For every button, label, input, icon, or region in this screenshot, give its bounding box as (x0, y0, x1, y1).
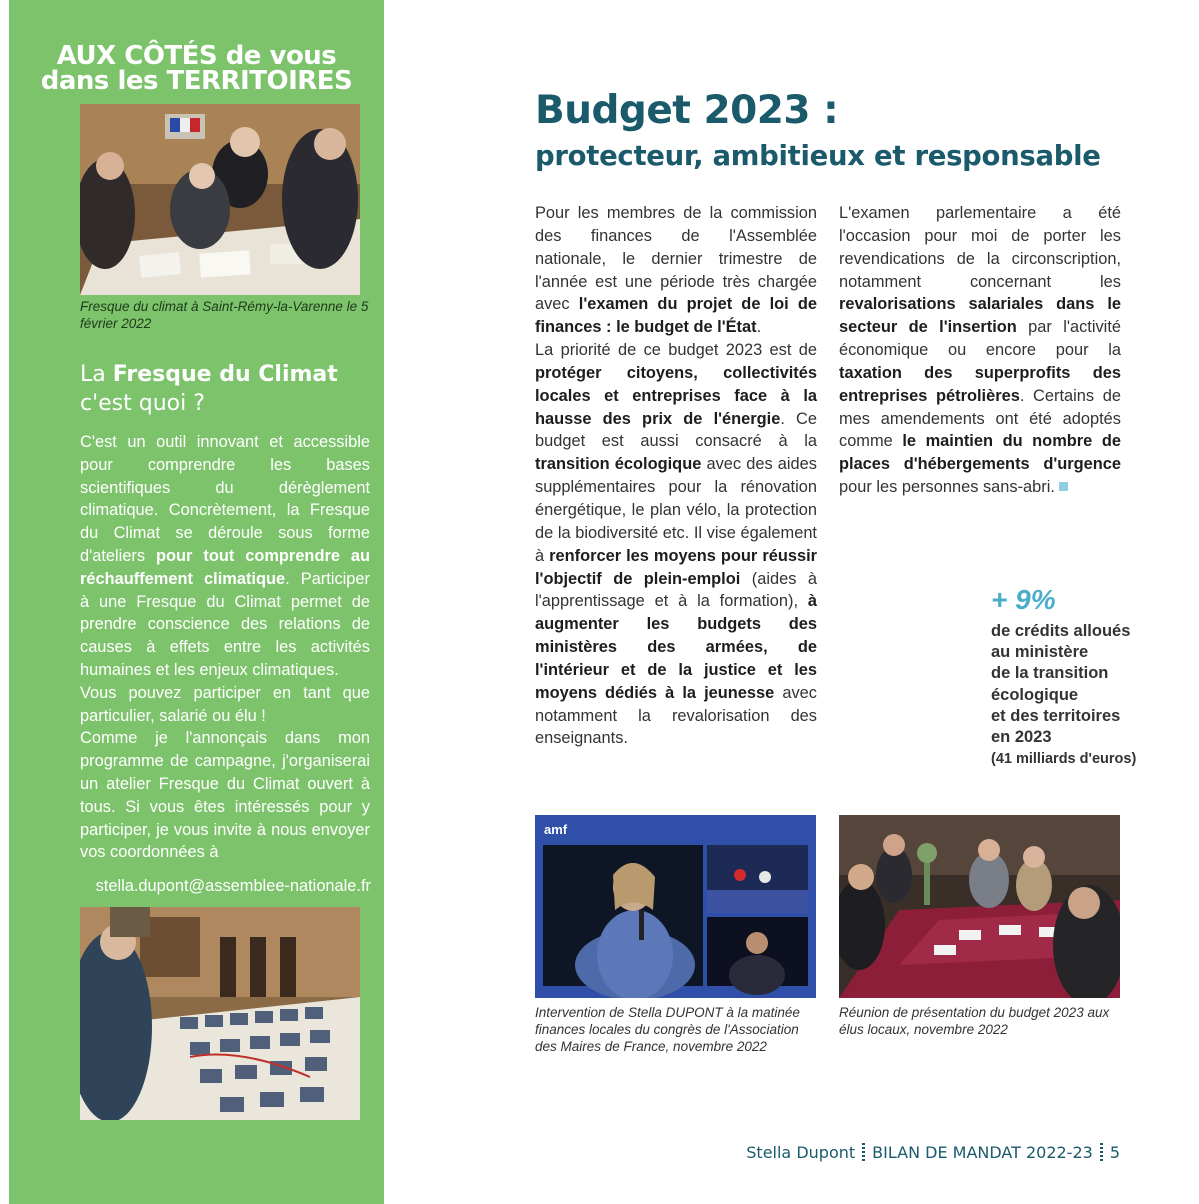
stat-line1: de crédits alloués (991, 622, 1131, 640)
col1-p2-bold1: protéger citoyens, collectivités locales et entreprises face à la hausse des prix de l'énergie (535, 363, 817, 428)
sidebar (9, 0, 384, 1204)
fresque-heading-pre: La (80, 362, 113, 387)
col1-p2-bold3: renforcer les moyens pour réussir l'objectif de plein-emploi (535, 546, 817, 588)
col2-p1-a: L'examen parlementaire a été l'occasion pour moi de porter les revendications de la circonscription, notamment concernant les (839, 204, 1121, 291)
fresque-p3: Comme je l'annonçais dans mon programme de campagne, j'organiserai un atelier Fresque du Climat ouvert à tous. Si vous êtes intéressés pour y participer, je vous invite à nous envoyer vos coordonnées à (80, 729, 370, 862)
budget-title: Budget 2023 : (535, 88, 839, 133)
sidebar-title-line1: AUX CÔTÉS de vous (56, 41, 337, 71)
fresque-heading (80, 360, 370, 418)
photo-fresque-caption: Fresque du climat à Saint-Rémy-la-Varenne le 5 février 2022 (80, 299, 369, 331)
col1-p2-a: La priorité de ce budget 2023 est de (535, 341, 817, 360)
footer-doc-title: BILAN DE MANDAT 2022-23 (872, 1143, 1093, 1162)
col1-p2-bold2: transition écologique (535, 455, 702, 474)
page-footer (746, 1143, 1120, 1163)
photo-amf-congress (535, 815, 816, 998)
col1-p2-bold4: à augmenter les budgets des ministères des armées, de l'intérieur et de la justice et les moyens dédiés à la jeunesse (535, 592, 817, 702)
col1-p2-b: . Ce budget est aussi consacré à la (535, 409, 817, 451)
col1-p2-d: (aides à l'apprentissage et à la formation), (535, 569, 817, 611)
col1-p1-a: Pour les membres de la commission des finances de l'Assemblée nationale, le dernier trimestre de l'année est une période très chargée avec (535, 204, 817, 314)
footer-separator-icon (862, 1143, 865, 1161)
fresque-description (80, 431, 370, 864)
fresque-p2: Vous pouvez participer en tant que particulier, salarié ou élu ! (80, 683, 370, 725)
footer-author: Stella Dupont (746, 1143, 856, 1162)
fresque-p1-bold: pour tout comprendre au réchauffement climatique (80, 546, 370, 588)
contact-email[interactable]: stella.dupont@assemblee-nationale.fr (95, 877, 371, 895)
stat-description (991, 621, 1191, 770)
stat-value: + 9% (991, 584, 1056, 615)
stat-line6: en 2023 (991, 728, 1052, 747)
fresque-p1-b: . Participer à une Fresque du Climat permet de prendre conscience des relations de causes à effets entre les activités humaines et les enjeux climatiques. (80, 569, 370, 679)
photo-fresque-workshop (80, 104, 360, 295)
stat-note: (41 milliards d'euros) (991, 751, 1137, 768)
col2-p1-bold1: revalorisations salariales dans le secteur de l'insertion (839, 295, 1121, 337)
footer-separator-icon (1100, 1143, 1103, 1161)
footer-page-number: 5 (1109, 1143, 1120, 1162)
col2-p1-b: par l'activité économique ou encore pour la (839, 318, 1121, 360)
fresque-heading-post: c'est quoi ? (80, 391, 205, 416)
col2-p1-bold3: le maintien du nombre de places d'hébergements d'urgence (839, 432, 1121, 474)
col1-p2-c: avec des aides supplémentaires pour la rénovation énergétique, le plan vélo, la protection de la biodiversité etc. Il vise également à (535, 455, 817, 565)
fresque-p1-a: C'est un outil innovant et accessible pour comprendre les bases scientifiques du dérèglement climatique. Concrètement, la Fresque du Climat se déroule sous forme d'ateliers (80, 433, 370, 565)
col2-p1-d: pour les personnes sans-abri. (839, 478, 1055, 497)
fresque-heading-bold: Fresque du Climat (112, 362, 338, 387)
stat-line4: écologique (991, 685, 1079, 704)
col1-p1-bold: l'examen du projet de loi de finances : le budget de l'État (535, 295, 817, 337)
photo-meeting-caption: Réunion de présentation du budget 2023 aux élus locaux, novembre 2022 (839, 1005, 1110, 1037)
col2-p1-bold2: taxation des superprofits des entreprises pétrolières (839, 363, 1121, 405)
photo-amf-caption: Intervention de Stella DUPONT à la matinée finances locales du congrès de l'Association des Maires de France, novembre 2022 (535, 1005, 800, 1054)
stat-line2: au ministère (991, 643, 1089, 662)
amf-logo: amf (544, 822, 568, 837)
stat-line5: et des territoires (991, 706, 1121, 725)
end-square-icon (1059, 482, 1068, 491)
col2-p1-c: . Certains de mes amendements ont été adoptés comme (839, 386, 1121, 451)
budget-subtitle: protecteur, ambitieux et responsable (535, 140, 1101, 172)
col1-p2-e: avec notamment la revalorisation des enseignants. (535, 683, 817, 748)
col1-p1-b: . (756, 318, 762, 337)
sidebar-title-line2: dans les TERRITOIRES (40, 66, 353, 96)
budget-column-2 (839, 202, 1121, 499)
photo-fresque-cards (80, 907, 360, 1120)
budget-column-1 (535, 202, 817, 750)
photo-budget-meeting (839, 815, 1120, 998)
stat-line3: de la transition (991, 664, 1109, 683)
